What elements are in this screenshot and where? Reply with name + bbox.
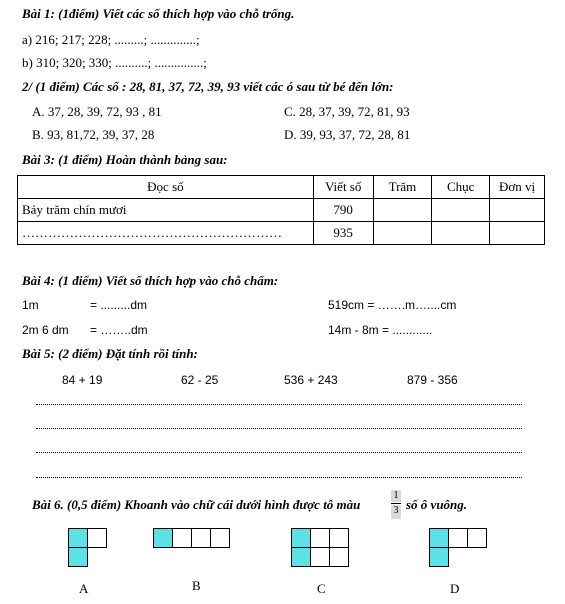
cell-doc-so: Bảy trăm chín mươi <box>18 199 314 222</box>
empty-square <box>329 547 349 567</box>
cell-viet-so: 935 <box>313 222 373 245</box>
header-tram: Trăm <box>373 176 432 199</box>
empty-square <box>87 528 107 548</box>
bai4-r2-left-answer[interactable]: = ……..dm <box>90 323 148 337</box>
fraction-denominator: 3 <box>391 505 401 519</box>
fraction-numerator: 1 <box>391 490 401 502</box>
cell-don-vi[interactable] <box>490 199 545 222</box>
cell-viet-so: 790 <box>313 199 373 222</box>
label-c[interactable]: C <box>317 581 326 596</box>
bai6-title-end: số ô vuông. <box>406 497 468 512</box>
bai4-r1-left-unit: 1m <box>22 298 39 312</box>
bai2-option-a[interactable]: A. 37, 28, 39, 72, 93 , 81 <box>32 104 162 119</box>
answer-line[interactable] <box>36 404 522 405</box>
filled-square <box>68 528 88 548</box>
label-d[interactable]: D <box>450 581 460 596</box>
answer-line[interactable] <box>36 452 522 453</box>
bai5-title: Bài 5: (2 điểm) Đặt tính rồi tính: <box>22 346 198 361</box>
cell-tram[interactable] <box>373 222 432 245</box>
bai2-option-d[interactable]: D. 39, 93, 37, 72, 28, 81 <box>284 127 411 142</box>
answer-line[interactable] <box>36 477 522 478</box>
filled-square <box>429 528 449 548</box>
cell-tram[interactable] <box>373 199 432 222</box>
bai1-line-a: a) 216; 217; 228; .........; ..............; <box>22 32 200 47</box>
bai5-op-4: 879 - 356 <box>407 373 458 387</box>
table-row <box>18 199 545 222</box>
empty-square <box>310 547 330 567</box>
empty-square <box>172 528 192 548</box>
filled-square <box>291 528 311 548</box>
bai1-line-b: b) 310; 320; 330; ..........; ...............; <box>22 55 207 70</box>
fraction-bar <box>391 503 401 504</box>
header-viet-so: Viết số <box>313 176 373 199</box>
header-doc-so: Đọc số <box>18 176 314 199</box>
bai4-r2-right[interactable]: 14m - 8m = ............ <box>328 323 433 337</box>
empty-square <box>310 528 330 548</box>
bai5-op-1: 84 + 19 <box>62 373 103 387</box>
bai5-op-2: 62 - 25 <box>181 373 219 387</box>
bai3-table <box>17 175 545 245</box>
bai3-title: Bài 3: (1 điểm) Hoàn thành bảng sau: <box>22 152 228 167</box>
bai5-op-3: 536 + 243 <box>284 373 338 387</box>
empty-square <box>467 528 487 548</box>
cell-chuc[interactable] <box>432 222 490 245</box>
filled-square <box>291 547 311 567</box>
header-don-vi: Đơn vị <box>490 176 545 199</box>
bai6-title: Bài 6. (0,5 điểm) Khoanh vào chữ cái dưới hình được tô màu <box>32 497 361 512</box>
cell-chuc[interactable] <box>432 199 490 222</box>
bai4-r2-left-unit: 2m 6 dm <box>22 323 69 337</box>
empty-square <box>210 528 230 548</box>
empty-square <box>191 528 211 548</box>
bai4-title: Bài 4: (1 điểm) Viết số thích hợp vào chỗ chấm: <box>22 273 279 288</box>
cell-don-vi[interactable] <box>490 222 545 245</box>
table-row <box>18 222 545 245</box>
table-header-row <box>18 176 545 199</box>
filled-square <box>68 547 88 567</box>
bai4-r1-left-answer[interactable]: = .........dm <box>90 298 148 312</box>
bai2-option-b[interactable]: B. 93, 81,72, 39, 37, 28 <box>32 127 155 142</box>
filled-square <box>153 528 173 548</box>
label-a[interactable]: A <box>79 581 89 596</box>
bai1-title: Bài 1: (1điểm) Viết các số thích hợp vào chỗ trống. <box>22 6 295 21</box>
empty-square <box>448 528 468 548</box>
header-chuc: Chục <box>432 176 490 199</box>
empty-square <box>329 528 349 548</box>
answer-line[interactable] <box>36 428 522 429</box>
bai2-title: 2/ (1 điểm) Các số : 28, 81, 37, 72, 39, 93 viết các ó sau từ bé đến lớn: <box>22 79 394 94</box>
cell-doc-so[interactable]: …………………………………………………… <box>18 222 314 245</box>
label-b[interactable]: B <box>192 578 201 593</box>
bai2-option-c[interactable]: C. 28, 37, 39, 72, 81, 93 <box>284 104 410 119</box>
filled-square <box>429 547 449 567</box>
bai4-r1-right[interactable]: 519cm = …….m…....cm <box>328 298 457 312</box>
